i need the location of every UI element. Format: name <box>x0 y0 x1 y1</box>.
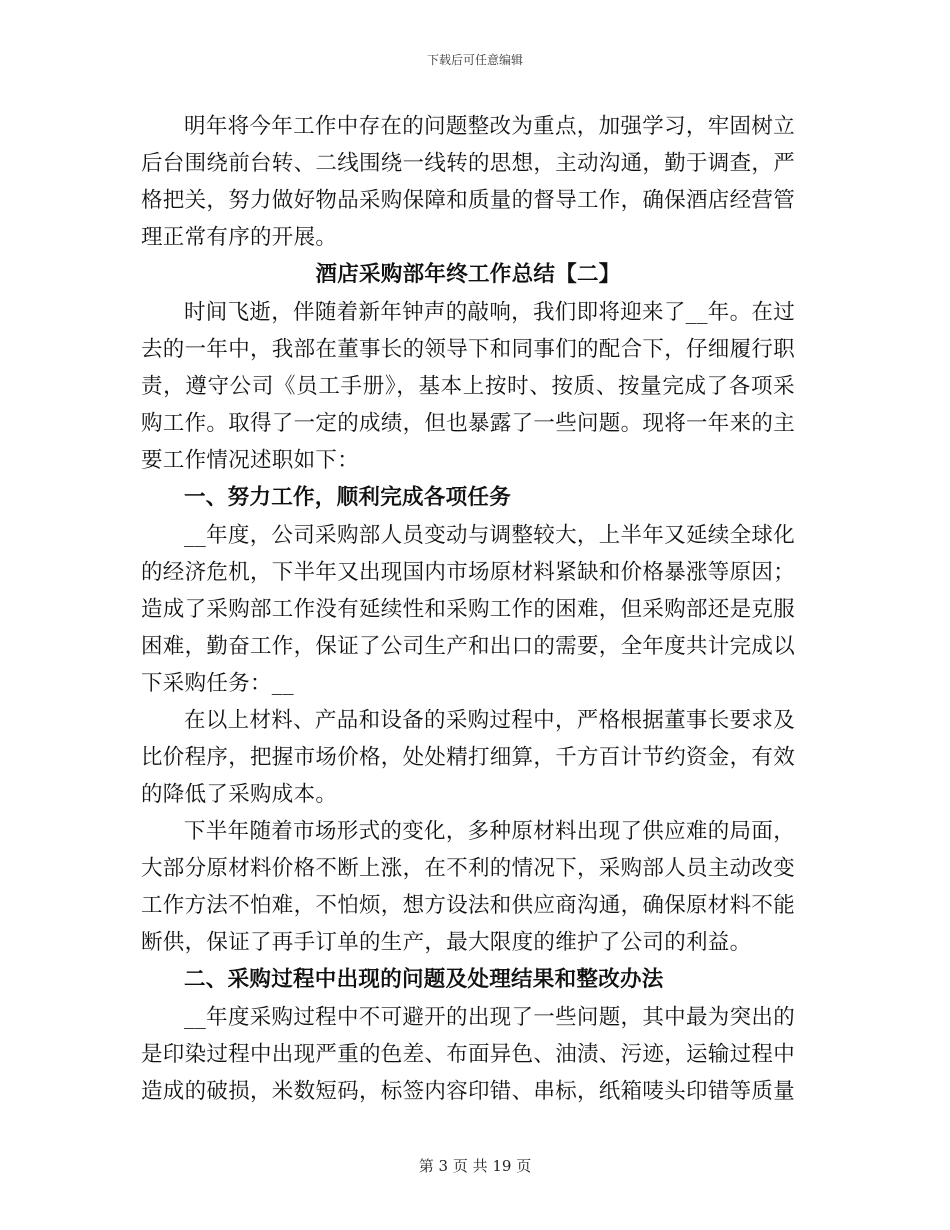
section-title: 酒店采购部年终工作总结【二】 <box>315 262 621 287</box>
paragraph-intro: 明年将今年工作中存在的问题整改为重点，加强学习，牢固树立后台围绕前台转、二线围绕一线转的思想，主动沟通，勤于调查，严格把关，努力做好物品采购保障和质量的督导工作，确保酒店经营管理正常有序的开展。 <box>141 114 796 250</box>
paragraph-3: 在以上材料、产品和设备的采购过程中，严格根据董事长要求及比价程序，把握市场价格，处处精打细算，千方百计节约资金，有效的降低了采购成本。 <box>141 708 796 807</box>
paragraph-2: __年度，公司采购部人员变动与调整较大，上半年又延续全球化的经济危机，下半年又出现国内市场原材料紧缺和价格暴涨等原因；造成了采购部工作没有延续性和采购工作的困难，但采购部还是克服困难，勤奋工作，保证了公司生产和出口的需要，全年度共计完成以下采购任务：__ <box>141 523 796 696</box>
paragraph-5: __年度采购过程中不可避开的出现了一些问题，其中最为突出的是印染过程中出现严重的色差、布面异色、油渍、污迹，运输过程中造成的破损，米数短码，标签内容印错、串标，纸箱唛头印错等质量 <box>141 1005 796 1104</box>
heading-1: 一、努力工作，顺利完成各项任务 <box>184 485 512 510</box>
heading-2: 二、采购过程中出现的问题及处理结果和整改办法 <box>184 967 664 992</box>
page-header-note: 下载后可任意编辑 <box>426 53 523 67</box>
paragraph-4: 下半年随着市场形式的变化，多种原材料出现了供应难的局面，大部分原材料价格不断上涨，在不利的情况下，采购部人员主动改变工作方法不怕难，不怕烦，想方设法和供应商沟通，确保原材料不能断供，保证了再手订单的生产，最大限度的维护了公司的利益。 <box>141 819 796 955</box>
document-body <box>141 108 795 1110</box>
paragraph-1: 时间飞逝，伴随着新年钟声的敲响，我们即将迎来了__年。在过去的一年中，我部在董事长的领导下和同事们的配合下，仔细履行职责，遵守公司《员工手册》，基本上按时、按质、按量完成了各项采购工作。取得了一定的成绩，但也暴露了一些问题。现将一年来的主要工作情况述职如下： <box>141 300 796 473</box>
page-number: 第 3 页 共 19 页 <box>418 1157 532 1175</box>
